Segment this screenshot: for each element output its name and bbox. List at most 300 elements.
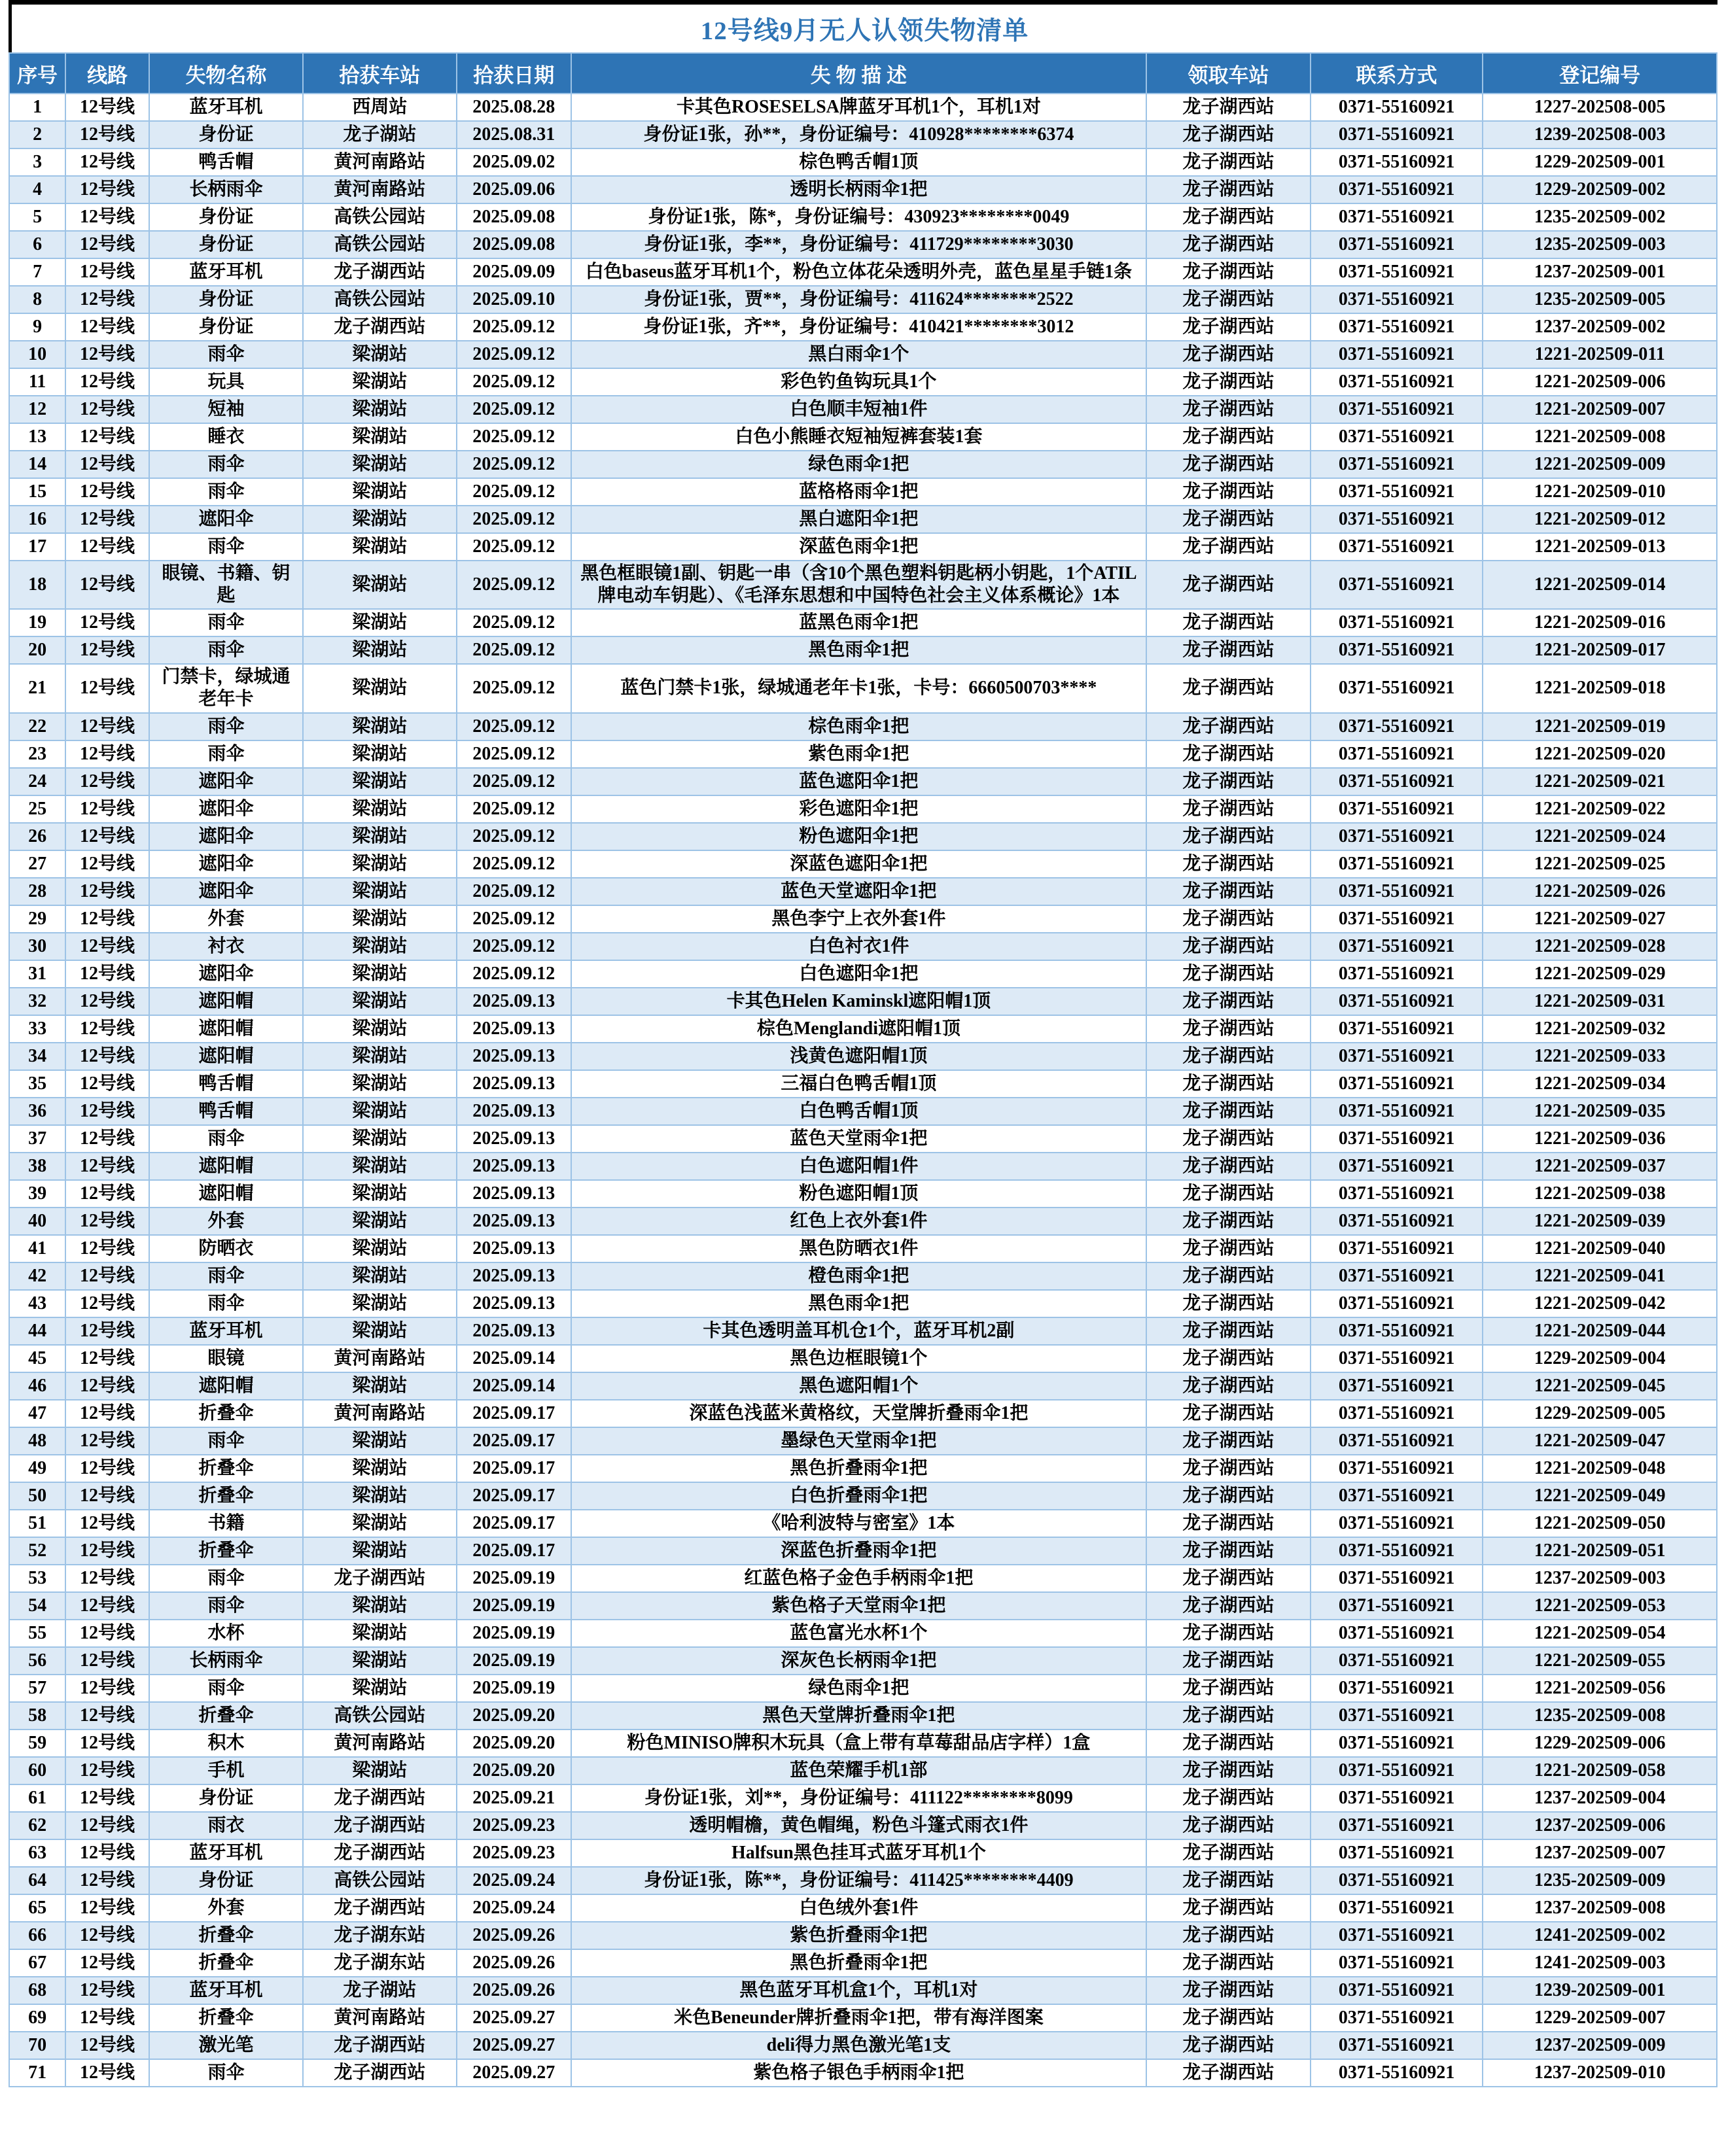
- table-row: [9, 451, 1717, 478]
- cell-item: 折叠伞: [149, 1537, 303, 1565]
- cell-phone: 0371-55160921: [1311, 1070, 1483, 1098]
- table-row: [9, 795, 1717, 823]
- cell-reg-no: 1221-202509-024: [1483, 823, 1717, 850]
- cell-reg-no: 1221-202509-011: [1483, 341, 1717, 368]
- cell-line: 12号线: [65, 1400, 149, 1427]
- cell-date: 2025.09.13: [457, 1043, 571, 1070]
- cell-item: 遮阳伞: [149, 878, 303, 905]
- cell-found-station: 梁湖站: [303, 933, 457, 960]
- cell-reg-no: 1221-202509-025: [1483, 850, 1717, 878]
- cell-reg-no: 1221-202509-021: [1483, 768, 1717, 795]
- cell-description: 身份证1张，齐**，身份证编号：410421********3012: [571, 313, 1147, 341]
- cell-phone: 0371-55160921: [1311, 203, 1483, 231]
- cell-no: 64: [9, 1867, 65, 1894]
- cell-phone: 0371-55160921: [1311, 396, 1483, 423]
- cell-claim-station: 龙子湖西站: [1146, 506, 1311, 533]
- cell-found-station: 梁湖站: [303, 713, 457, 740]
- cell-phone: 0371-55160921: [1311, 1427, 1483, 1455]
- cell-claim-station: 龙子湖西站: [1146, 609, 1311, 636]
- table-row: [9, 368, 1717, 396]
- cell-line: 12号线: [65, 1784, 149, 1812]
- cell-phone: 0371-55160921: [1311, 1345, 1483, 1372]
- cell-claim-station: 龙子湖西站: [1146, 1510, 1311, 1537]
- cell-item: 蓝牙耳机: [149, 1839, 303, 1867]
- cell-line: 12号线: [65, 203, 149, 231]
- cell-item: 眼镜: [149, 1345, 303, 1372]
- cell-found-station: 梁湖站: [303, 636, 457, 664]
- cell-claim-station: 龙子湖西站: [1146, 2032, 1311, 2059]
- cell-claim-station: 龙子湖西站: [1146, 1372, 1311, 1400]
- cell-claim-station: 龙子湖西站: [1146, 850, 1311, 878]
- cell-description: 深灰色长柄雨伞1把: [571, 1647, 1147, 1675]
- cell-no: 60: [9, 1757, 65, 1784]
- column-header-claim-station: 领取车站: [1146, 53, 1311, 94]
- cell-claim-station: 龙子湖西站: [1146, 795, 1311, 823]
- cell-reg-no: 1235-202509-008: [1483, 1702, 1717, 1730]
- table-row: [9, 636, 1717, 664]
- table-row: [9, 988, 1717, 1015]
- cell-claim-station: 龙子湖西站: [1146, 121, 1311, 148]
- cell-line: 12号线: [65, 1922, 149, 1949]
- table-row: [9, 1702, 1717, 1730]
- table-row: [9, 1043, 1717, 1070]
- cell-claim-station: 龙子湖西站: [1146, 1702, 1311, 1730]
- table-row: [9, 1235, 1717, 1262]
- cell-date: 2025.09.13: [457, 1070, 571, 1098]
- cell-no: 43: [9, 1290, 65, 1317]
- cell-found-station: 梁湖站: [303, 850, 457, 878]
- table-row: [9, 1784, 1717, 1812]
- cell-phone: 0371-55160921: [1311, 286, 1483, 313]
- cell-line: 12号线: [65, 121, 149, 148]
- cell-date: 2025.09.13: [457, 1015, 571, 1043]
- cell-description: 深蓝色雨伞1把: [571, 533, 1147, 561]
- cell-line: 12号线: [65, 1153, 149, 1180]
- cell-found-station: 梁湖站: [303, 1317, 457, 1345]
- table-row: [9, 1070, 1717, 1098]
- table-row: [9, 1290, 1717, 1317]
- table-row: [9, 1730, 1717, 1757]
- cell-phone: 0371-55160921: [1311, 1757, 1483, 1784]
- table-row: [9, 1510, 1717, 1537]
- cell-no: 45: [9, 1345, 65, 1372]
- cell-description: 黑白雨伞1个: [571, 341, 1147, 368]
- cell-found-station: 梁湖站: [303, 1482, 457, 1510]
- cell-claim-station: 龙子湖西站: [1146, 1015, 1311, 1043]
- cell-found-station: 黄河南路站: [303, 1345, 457, 1372]
- cell-claim-station: 龙子湖西站: [1146, 1675, 1311, 1702]
- cell-reg-no: 1221-202509-048: [1483, 1455, 1717, 1482]
- cell-date: 2025.09.26: [457, 1949, 571, 1977]
- cell-found-station: 龙子湖西站: [303, 2032, 457, 2059]
- cell-no: 52: [9, 1537, 65, 1565]
- cell-reg-no: 1229-202509-002: [1483, 176, 1717, 203]
- cell-line: 12号线: [65, 1812, 149, 1839]
- table-row: [9, 396, 1717, 423]
- cell-found-station: 梁湖站: [303, 423, 457, 451]
- cell-date: 2025.09.19: [457, 1675, 571, 1702]
- table-row: [9, 609, 1717, 636]
- cell-claim-station: 龙子湖西站: [1146, 740, 1311, 768]
- cell-phone: 0371-55160921: [1311, 2032, 1483, 2059]
- cell-description: 卡其色Helen Kaminskl遮阳帽1顶: [571, 988, 1147, 1015]
- cell-item: 雨伞: [149, 1427, 303, 1455]
- cell-reg-no: 1237-202509-010: [1483, 2059, 1717, 2087]
- cell-description: 黑色雨伞1把: [571, 636, 1147, 664]
- cell-description: 紫色格子天堂雨伞1把: [571, 1592, 1147, 1620]
- cell-no: 58: [9, 1702, 65, 1730]
- cell-reg-no: 1221-202509-029: [1483, 960, 1717, 988]
- cell-no: 13: [9, 423, 65, 451]
- column-header-found-station: 拾获车站: [303, 53, 457, 94]
- cell-reg-no: 1221-202509-020: [1483, 740, 1717, 768]
- cell-item: 防晒衣: [149, 1235, 303, 1262]
- cell-claim-station: 龙子湖西站: [1146, 664, 1311, 712]
- table-row: [9, 1867, 1717, 1894]
- cell-phone: 0371-55160921: [1311, 451, 1483, 478]
- cell-claim-station: 龙子湖西站: [1146, 258, 1311, 286]
- cell-date: 2025.09.06: [457, 176, 571, 203]
- cell-line: 12号线: [65, 1208, 149, 1235]
- cell-description: 蓝色遮阳伞1把: [571, 768, 1147, 795]
- cell-description: 《哈利波特与密室》1本: [571, 1510, 1147, 1537]
- cell-phone: 0371-55160921: [1311, 1894, 1483, 1922]
- cell-description: 卡其色透明盖耳机仓1个，蓝牙耳机2副: [571, 1317, 1147, 1345]
- cell-found-station: 龙子湖站: [303, 121, 457, 148]
- cell-description: 黑色李宁上衣外套1件: [571, 905, 1147, 933]
- cell-item: 遮阳伞: [149, 960, 303, 988]
- cell-reg-no: 1235-202509-005: [1483, 286, 1717, 313]
- cell-phone: 0371-55160921: [1311, 1620, 1483, 1647]
- cell-reg-no: 1221-202509-009: [1483, 451, 1717, 478]
- cell-line: 12号线: [65, 1180, 149, 1208]
- cell-reg-no: 1237-202509-008: [1483, 1894, 1717, 1922]
- cell-line: 12号线: [65, 1620, 149, 1647]
- table-row: [9, 1647, 1717, 1675]
- cell-no: 37: [9, 1125, 65, 1153]
- cell-line: 12号线: [65, 1730, 149, 1757]
- cell-no: 69: [9, 2004, 65, 2032]
- cell-description: 黑色雨伞1把: [571, 1290, 1147, 1317]
- cell-phone: 0371-55160921: [1311, 121, 1483, 148]
- cell-line: 12号线: [65, 933, 149, 960]
- cell-phone: 0371-55160921: [1311, 1922, 1483, 1949]
- cell-no: 53: [9, 1565, 65, 1592]
- cell-date: 2025.09.13: [457, 988, 571, 1015]
- cell-date: 2025.09.27: [457, 2032, 571, 2059]
- cell-phone: 0371-55160921: [1311, 795, 1483, 823]
- cell-claim-station: 龙子湖西站: [1146, 1153, 1311, 1180]
- cell-phone: 0371-55160921: [1311, 231, 1483, 258]
- cell-reg-no: 1229-202509-006: [1483, 1730, 1717, 1757]
- cell-claim-station: 龙子湖西站: [1146, 2059, 1311, 2087]
- cell-description: 粉色MINISO牌积木玩具（盒上带有草莓甜品店字样）1盒: [571, 1730, 1147, 1757]
- table-row: [9, 1098, 1717, 1125]
- cell-phone: 0371-55160921: [1311, 1208, 1483, 1235]
- column-header-no: 序号: [9, 53, 65, 94]
- cell-date: 2025.09.13: [457, 1235, 571, 1262]
- cell-claim-station: 龙子湖西站: [1146, 286, 1311, 313]
- cell-found-station: 梁湖站: [303, 1125, 457, 1153]
- table-row: [9, 148, 1717, 176]
- cell-line: 12号线: [65, 878, 149, 905]
- cell-date: 2025.09.12: [457, 561, 571, 609]
- cell-claim-station: 龙子湖西站: [1146, 478, 1311, 506]
- cell-found-station: 梁湖站: [303, 1208, 457, 1235]
- table-row: [9, 1949, 1717, 1977]
- cell-line: 12号线: [65, 2032, 149, 2059]
- cell-description: 黑色遮阳帽1个: [571, 1372, 1147, 1400]
- cell-line: 12号线: [65, 960, 149, 988]
- cell-phone: 0371-55160921: [1311, 368, 1483, 396]
- cell-reg-no: 1221-202509-054: [1483, 1620, 1717, 1647]
- cell-no: 26: [9, 823, 65, 850]
- cell-found-station: 龙子湖西站: [303, 313, 457, 341]
- cell-claim-station: 龙子湖西站: [1146, 1180, 1311, 1208]
- cell-item: 蓝牙耳机: [149, 258, 303, 286]
- cell-date: 2025.09.08: [457, 231, 571, 258]
- cell-claim-station: 龙子湖西站: [1146, 451, 1311, 478]
- cell-no: 66: [9, 1922, 65, 1949]
- cell-item: 遮阳伞: [149, 823, 303, 850]
- cell-date: 2025.09.12: [457, 506, 571, 533]
- cell-phone: 0371-55160921: [1311, 506, 1483, 533]
- cell-no: 56: [9, 1647, 65, 1675]
- cell-phone: 0371-55160921: [1311, 823, 1483, 850]
- table-row: [9, 1372, 1717, 1400]
- cell-phone: 0371-55160921: [1311, 94, 1483, 121]
- cell-reg-no: 1221-202509-014: [1483, 561, 1717, 609]
- cell-reg-no: 1221-202509-016: [1483, 609, 1717, 636]
- cell-found-station: 梁湖站: [303, 609, 457, 636]
- cell-description: 蓝色荣耀手机1部: [571, 1757, 1147, 1784]
- cell-item: 积木: [149, 1730, 303, 1757]
- cell-found-station: 梁湖站: [303, 451, 457, 478]
- cell-no: 50: [9, 1482, 65, 1510]
- cell-line: 12号线: [65, 451, 149, 478]
- table-body: [9, 94, 1717, 2087]
- table-row: [9, 1125, 1717, 1153]
- cell-item: 衬衣: [149, 933, 303, 960]
- cell-phone: 0371-55160921: [1311, 1675, 1483, 1702]
- table-row: [9, 823, 1717, 850]
- cell-found-station: 梁湖站: [303, 1427, 457, 1455]
- cell-claim-station: 龙子湖西站: [1146, 396, 1311, 423]
- cell-found-station: 梁湖站: [303, 740, 457, 768]
- cell-claim-station: 龙子湖西站: [1146, 1922, 1311, 1949]
- cell-claim-station: 龙子湖西站: [1146, 1592, 1311, 1620]
- cell-no: 19: [9, 609, 65, 636]
- cell-date: 2025.09.12: [457, 396, 571, 423]
- cell-no: 47: [9, 1400, 65, 1427]
- cell-line: 12号线: [65, 2059, 149, 2087]
- cell-found-station: 梁湖站: [303, 1510, 457, 1537]
- cell-description: 紫色雨伞1把: [571, 740, 1147, 768]
- table-row: [9, 1977, 1717, 2004]
- cell-no: 21: [9, 664, 65, 712]
- cell-date: 2025.08.28: [457, 94, 571, 121]
- cell-no: 18: [9, 561, 65, 609]
- cell-phone: 0371-55160921: [1311, 1702, 1483, 1730]
- cell-description: 卡其色ROSESELSA牌蓝牙耳机1个，耳机1对: [571, 94, 1147, 121]
- cell-found-station: 龙子湖东站: [303, 1949, 457, 1977]
- cell-found-station: 梁湖站: [303, 561, 457, 609]
- cell-line: 12号线: [65, 1262, 149, 1290]
- cell-item: 外套: [149, 905, 303, 933]
- cell-item: 遮阳帽: [149, 1372, 303, 1400]
- cell-found-station: 龙子湖西站: [303, 2059, 457, 2087]
- cell-no: 67: [9, 1949, 65, 1977]
- cell-found-station: 高铁公园站: [303, 1867, 457, 1894]
- cell-no: 17: [9, 533, 65, 561]
- cell-no: 29: [9, 905, 65, 933]
- table-row: [9, 1757, 1717, 1784]
- cell-description: 身份证1张，刘**，身份证编号：411122********8099: [571, 1784, 1147, 1812]
- cell-line: 12号线: [65, 396, 149, 423]
- cell-found-station: 龙子湖西站: [303, 258, 457, 286]
- cell-description: 黑色蓝牙耳机盒1个，耳机1对: [571, 1977, 1147, 2004]
- cell-no: 65: [9, 1894, 65, 1922]
- cell-phone: 0371-55160921: [1311, 2059, 1483, 2087]
- cell-claim-station: 龙子湖西站: [1146, 203, 1311, 231]
- cell-item: 蓝牙耳机: [149, 1317, 303, 1345]
- cell-description: 身份证1张，贾**，身份证编号：411624********2522: [571, 286, 1147, 313]
- cell-found-station: 高铁公园站: [303, 1702, 457, 1730]
- cell-item: 雨伞: [149, 1290, 303, 1317]
- cell-found-station: 梁湖站: [303, 368, 457, 396]
- table-row: [9, 2004, 1717, 2032]
- cell-description: 深蓝色遮阳伞1把: [571, 850, 1147, 878]
- cell-claim-station: 龙子湖西站: [1146, 713, 1311, 740]
- cell-item: 身份证: [149, 231, 303, 258]
- cell-phone: 0371-55160921: [1311, 1977, 1483, 2004]
- cell-item: 遮阳帽: [149, 1153, 303, 1180]
- cell-item: 雨伞: [149, 713, 303, 740]
- cell-found-station: 梁湖站: [303, 823, 457, 850]
- cell-description: 蓝黑色雨伞1把: [571, 609, 1147, 636]
- cell-line: 12号线: [65, 1317, 149, 1345]
- cell-phone: 0371-55160921: [1311, 1537, 1483, 1565]
- cell-description: 橙色雨伞1把: [571, 1262, 1147, 1290]
- cell-claim-station: 龙子湖西站: [1146, 933, 1311, 960]
- cell-description: 彩色钓鱼钩玩具1个: [571, 368, 1147, 396]
- cell-date: 2025.09.12: [457, 823, 571, 850]
- cell-found-station: 梁湖站: [303, 1537, 457, 1565]
- cell-description: 彩色遮阳伞1把: [571, 795, 1147, 823]
- cell-item: 雨衣: [149, 1812, 303, 1839]
- cell-phone: 0371-55160921: [1311, 1565, 1483, 1592]
- cell-description: 红色上衣外套1件: [571, 1208, 1147, 1235]
- cell-item: 身份证: [149, 313, 303, 341]
- cell-reg-no: 1221-202509-045: [1483, 1372, 1717, 1400]
- cell-date: 2025.09.08: [457, 203, 571, 231]
- cell-reg-no: 1241-202509-002: [1483, 1922, 1717, 1949]
- cell-found-station: 梁湖站: [303, 533, 457, 561]
- cell-reg-no: 1235-202509-009: [1483, 1867, 1717, 1894]
- cell-claim-station: 龙子湖西站: [1146, 231, 1311, 258]
- cell-item: 睡衣: [149, 423, 303, 451]
- cell-phone: 0371-55160921: [1311, 1647, 1483, 1675]
- cell-reg-no: 1227-202508-005: [1483, 94, 1717, 121]
- cell-no: 70: [9, 2032, 65, 2059]
- cell-reg-no: 1221-202509-034: [1483, 1070, 1717, 1098]
- cell-found-station: 梁湖站: [303, 795, 457, 823]
- cell-line: 12号线: [65, 423, 149, 451]
- cell-phone: 0371-55160921: [1311, 960, 1483, 988]
- cell-no: 55: [9, 1620, 65, 1647]
- cell-item: 遮阳帽: [149, 1015, 303, 1043]
- cell-no: 51: [9, 1510, 65, 1537]
- cell-date: 2025.09.12: [457, 423, 571, 451]
- table-row: [9, 1592, 1717, 1620]
- cell-claim-station: 龙子湖西站: [1146, 1290, 1311, 1317]
- cell-claim-station: 龙子湖西站: [1146, 1070, 1311, 1098]
- cell-description: 紫色折叠雨伞1把: [571, 1922, 1147, 1949]
- cell-date: 2025.09.13: [457, 1125, 571, 1153]
- cell-reg-no: 1221-202509-027: [1483, 905, 1717, 933]
- cell-date: 2025.09.27: [457, 2059, 571, 2087]
- cell-date: 2025.09.02: [457, 148, 571, 176]
- cell-reg-no: 1237-202509-004: [1483, 1784, 1717, 1812]
- cell-no: 25: [9, 795, 65, 823]
- table-row: [9, 231, 1717, 258]
- cell-claim-station: 龙子湖西站: [1146, 148, 1311, 176]
- cell-date: 2025.09.12: [457, 478, 571, 506]
- cell-line: 12号线: [65, 1537, 149, 1565]
- cell-claim-station: 龙子湖西站: [1146, 1482, 1311, 1510]
- cell-description: 身份证1张，孙**，身份证编号：410928********6374: [571, 121, 1147, 148]
- cell-claim-station: 龙子湖西站: [1146, 1867, 1311, 1894]
- column-header-description: 失 物 描 述: [571, 53, 1147, 94]
- cell-phone: 0371-55160921: [1311, 1839, 1483, 1867]
- cell-no: 28: [9, 878, 65, 905]
- cell-reg-no: 1229-202509-007: [1483, 2004, 1717, 2032]
- cell-description: 粉色遮阳伞1把: [571, 823, 1147, 850]
- cell-no: 48: [9, 1427, 65, 1455]
- cell-date: 2025.09.12: [457, 664, 571, 712]
- cell-reg-no: 1221-202509-047: [1483, 1427, 1717, 1455]
- cell-found-station: 龙子湖西站: [303, 1839, 457, 1867]
- cell-line: 12号线: [65, 368, 149, 396]
- cell-reg-no: 1239-202509-001: [1483, 1977, 1717, 2004]
- cell-found-station: 梁湖站: [303, 905, 457, 933]
- cell-claim-station: 龙子湖西站: [1146, 1757, 1311, 1784]
- cell-line: 12号线: [65, 94, 149, 121]
- cell-claim-station: 龙子湖西站: [1146, 1784, 1311, 1812]
- cell-line: 12号线: [65, 1455, 149, 1482]
- table-row: [9, 2032, 1717, 2059]
- cell-reg-no: 1221-202509-056: [1483, 1675, 1717, 1702]
- cell-reg-no: 1221-202509-035: [1483, 1098, 1717, 1125]
- cell-found-station: 梁湖站: [303, 1757, 457, 1784]
- cell-claim-station: 龙子湖西站: [1146, 1208, 1311, 1235]
- cell-item: 激光笔: [149, 2032, 303, 2059]
- cell-line: 12号线: [65, 1867, 149, 1894]
- cell-description: 粉色遮阳帽1顶: [571, 1180, 1147, 1208]
- cell-item: 折叠伞: [149, 1949, 303, 1977]
- cell-claim-station: 龙子湖西站: [1146, 878, 1311, 905]
- cell-description: 棕色雨伞1把: [571, 713, 1147, 740]
- cell-no: 12: [9, 396, 65, 423]
- cell-found-station: 梁湖站: [303, 878, 457, 905]
- cell-reg-no: 1221-202509-037: [1483, 1153, 1717, 1180]
- cell-no: 61: [9, 1784, 65, 1812]
- cell-claim-station: 龙子湖西站: [1146, 1839, 1311, 1867]
- cell-no: 9: [9, 313, 65, 341]
- cell-no: 63: [9, 1839, 65, 1867]
- cell-description: 白色顺丰短袖1件: [571, 396, 1147, 423]
- cell-found-station: 梁湖站: [303, 1620, 457, 1647]
